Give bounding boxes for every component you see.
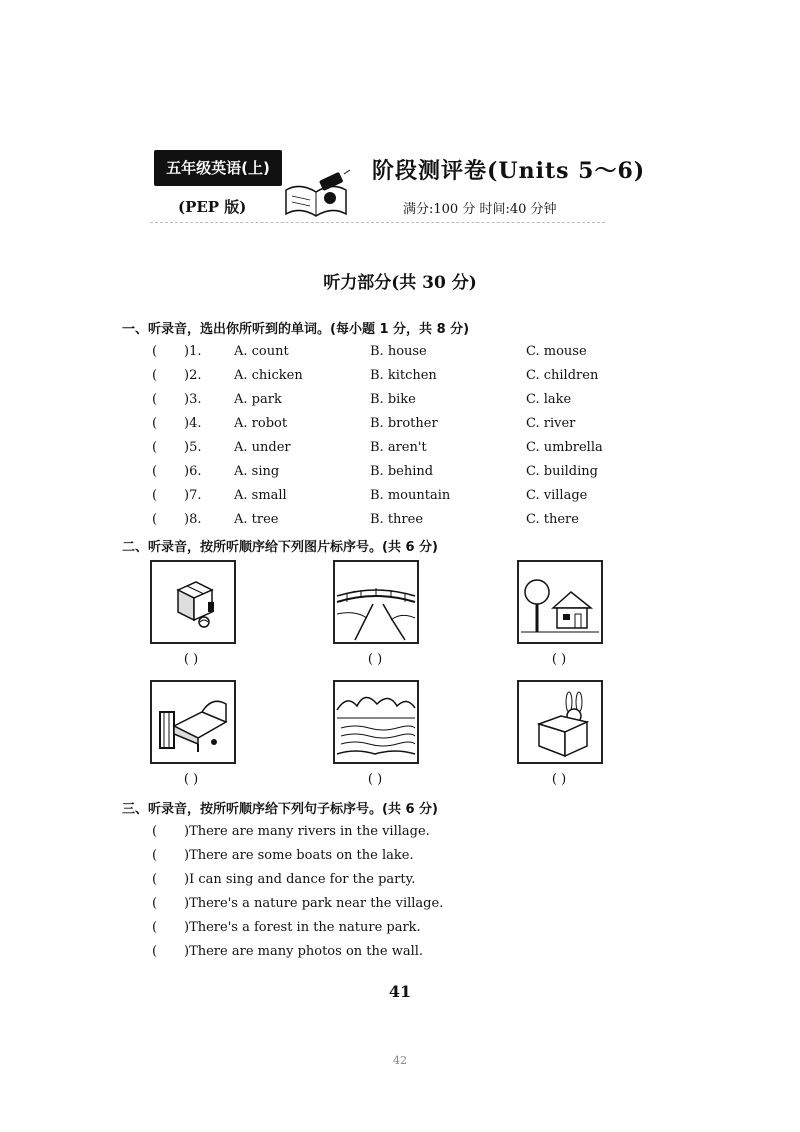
answer-bracket[interactable]: ( <box>152 392 158 407</box>
answer-bracket[interactable]: ( <box>152 872 158 887</box>
answer-bracket[interactable]: ( <box>152 512 158 527</box>
option-b: B. bike <box>370 392 416 407</box>
answer-bracket[interactable]: ( <box>152 440 158 455</box>
option-b: B. three <box>370 512 424 527</box>
answer-bracket[interactable]: ( <box>152 344 158 359</box>
sentence-text: )There's a nature park near the village. <box>184 896 444 911</box>
option-c: C. mouse <box>526 344 587 359</box>
option-a: A. robot <box>234 416 288 431</box>
part3-heading: 三、听录音，按所听顺序给下列句子标序号。(共 6 分) <box>122 802 438 817</box>
option-c: C. building <box>526 464 598 479</box>
lake-trees-icon <box>333 680 419 764</box>
question-row <box>152 368 622 390</box>
sentence-item <box>152 920 421 935</box>
option-a: A. sing <box>234 464 280 479</box>
option-a: A. park <box>234 392 282 407</box>
picture-answer-blank[interactable]: ( ) <box>551 772 567 787</box>
sentence-item <box>152 848 414 863</box>
option-c: C. lake <box>526 392 572 407</box>
picture-answer-blank[interactable]: ( ) <box>551 652 567 667</box>
option-b: B. house <box>370 344 427 359</box>
footer-number: 42 <box>393 1054 407 1067</box>
question-number: )6. <box>184 464 202 479</box>
picture-answer-blank[interactable]: ( ) <box>183 652 199 667</box>
rabbit-in-box-icon <box>517 680 603 764</box>
answer-bracket[interactable]: ( <box>152 416 158 431</box>
score-time-info: 满分:100 分 时间:40 分钟 <box>403 202 557 217</box>
option-a: A. tree <box>234 512 279 527</box>
open-book-telescope-icon <box>282 168 352 220</box>
page-title: 阶段测评卷(Units 5～6) <box>372 158 646 184</box>
option-a: A. chicken <box>234 368 303 383</box>
picture-answer-blank[interactable]: ( ) <box>183 772 199 787</box>
tree-house-icon <box>517 560 603 644</box>
part2-heading: 二、听录音，按所听顺序给下列图片标序号。(共 6 分) <box>122 540 438 555</box>
header-divider <box>150 222 605 223</box>
question-number: )8. <box>184 512 202 527</box>
part1-heading: 一、听录音，选出你所听到的单词。(每小题 1 分，共 8 分) <box>122 322 470 337</box>
question-number: )4. <box>184 416 202 431</box>
box-with-ball-icon <box>150 560 236 644</box>
sentence-item <box>152 944 423 959</box>
answer-bracket[interactable]: ( <box>152 896 158 911</box>
question-number: )5. <box>184 440 202 455</box>
question-row <box>152 344 622 366</box>
grade-badge: 五年级英语(上) <box>154 150 282 186</box>
question-row <box>152 488 622 510</box>
option-b: B. mountain <box>370 488 451 503</box>
question-number: )7. <box>184 488 202 503</box>
sentence-text: )There are many rivers in the village. <box>184 824 430 839</box>
sentence-text: )I can sing and dance for the party. <box>184 872 416 887</box>
option-a: A. count <box>234 344 289 359</box>
option-a: A. under <box>234 440 291 455</box>
question-number: )1. <box>184 344 202 359</box>
option-b: B. behind <box>370 464 434 479</box>
picture-answer-blank[interactable]: ( ) <box>367 772 383 787</box>
question-row <box>152 416 622 438</box>
sentence-item <box>152 896 443 911</box>
option-c: C. children <box>526 368 599 383</box>
listening-section-title: 听力部分(共 30 分) <box>323 273 477 293</box>
page-number: 41 <box>388 982 412 1001</box>
edition-label: (PEP 版) <box>178 198 247 216</box>
bridge-road-icon <box>333 560 419 644</box>
sentence-text: )There are some boats on the lake. <box>184 848 414 863</box>
question-row <box>152 440 622 462</box>
sentence-text: )There are many photos on the wall. <box>184 944 424 959</box>
sentence-item <box>152 872 415 887</box>
sentence-text: )There's a forest in the nature park. <box>184 920 421 935</box>
answer-bracket[interactable]: ( <box>152 848 158 863</box>
option-b: B. brother <box>370 416 438 431</box>
sentence-item <box>152 824 430 839</box>
option-a: A. small <box>234 488 287 503</box>
picture-answer-blank[interactable]: ( ) <box>367 652 383 667</box>
answer-bracket[interactable]: ( <box>152 824 158 839</box>
answer-bracket[interactable]: ( <box>152 368 158 383</box>
question-number: )3. <box>184 392 202 407</box>
option-c: C. umbrella <box>526 440 603 455</box>
answer-bracket[interactable]: ( <box>152 464 158 479</box>
option-c: C. village <box>526 488 588 503</box>
question-row <box>152 392 622 414</box>
question-row <box>152 512 622 534</box>
option-b: B. aren't <box>370 440 427 455</box>
bed-icon <box>150 680 236 764</box>
option-b: B. kitchen <box>370 368 437 383</box>
option-c: C. there <box>526 512 579 527</box>
answer-bracket[interactable]: ( <box>152 944 158 959</box>
answer-bracket[interactable]: ( <box>152 488 158 503</box>
answer-bracket[interactable]: ( <box>152 920 158 935</box>
option-c: C. river <box>526 416 576 431</box>
question-row <box>152 464 622 486</box>
question-number: )2. <box>184 368 202 383</box>
